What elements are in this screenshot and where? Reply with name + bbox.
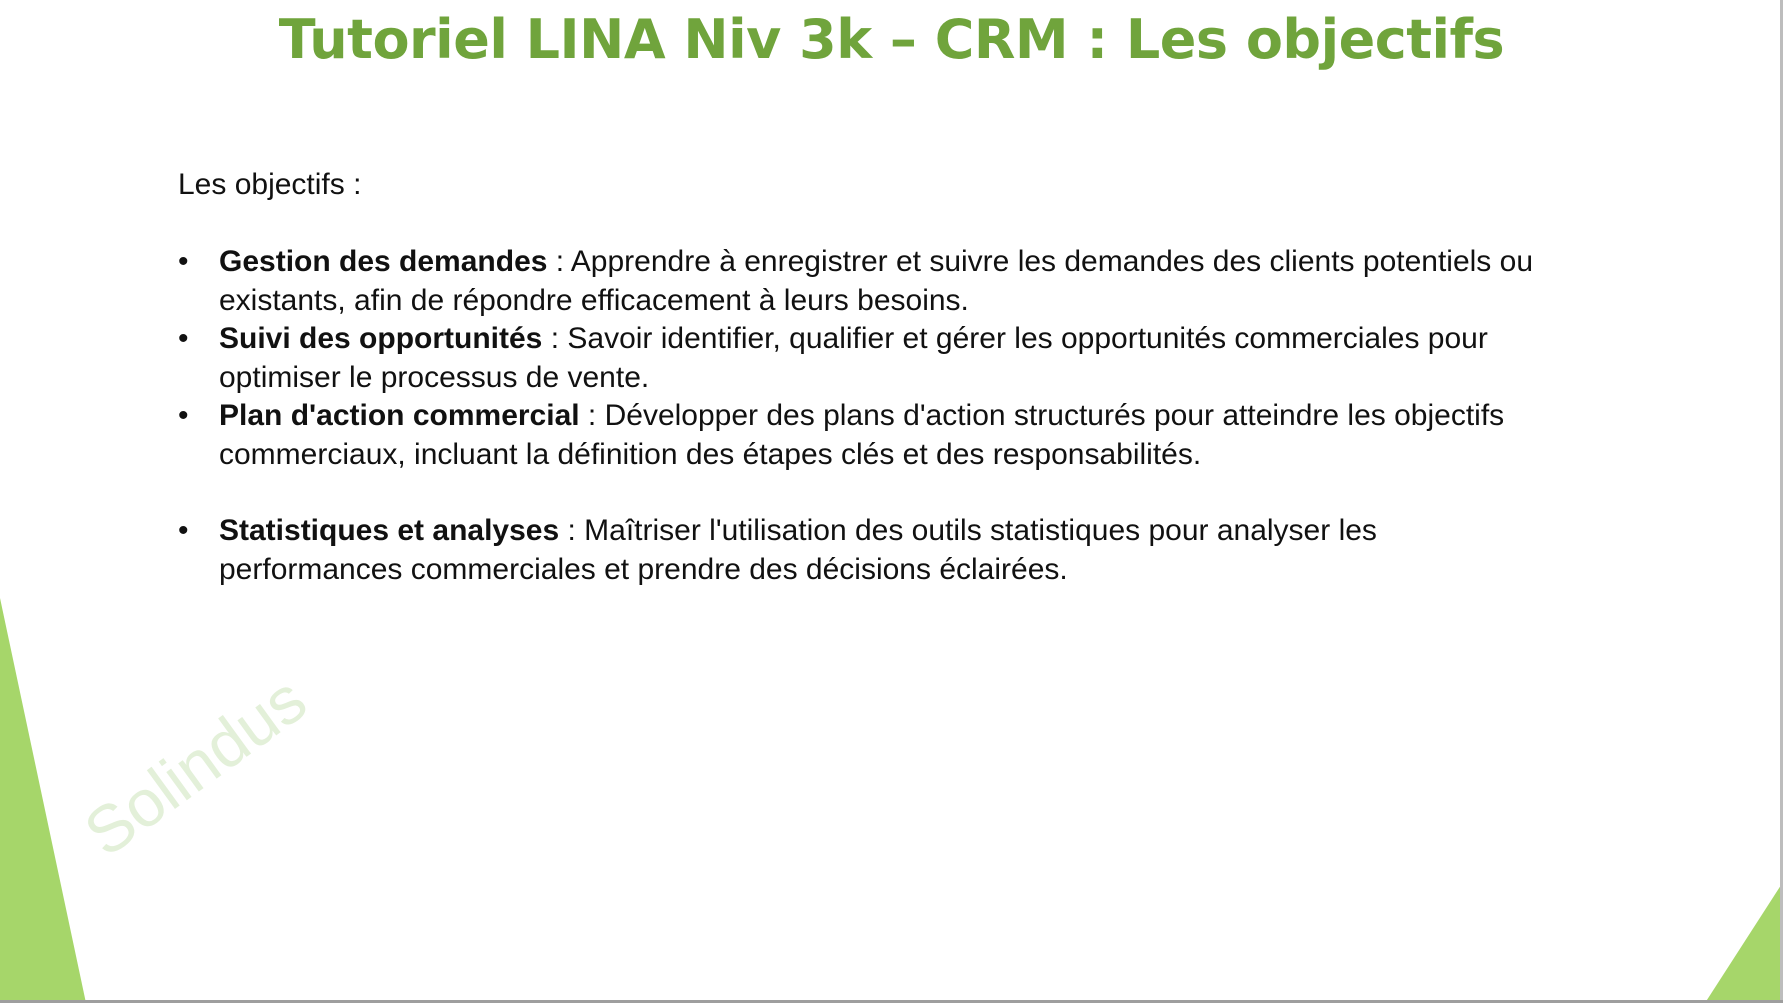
objective-text: Développer des plans d'action structurés pour atteindre les objectifs commerciaux, incluant la définition des étapes clés et des responsabilités. — [219, 399, 1505, 471]
objective-text: Apprendre à enregistrer et suivre les demandes des clients potentiels ou existants, afin de répondre efficacement à leurs besoins. — [219, 245, 1534, 317]
bullet-marker: • — [178, 514, 189, 547]
objective-statistiques-et-analyses — [178, 512, 1538, 589]
objective-separator: : — [542, 322, 568, 355]
objective-term: Gestion des demandes — [219, 245, 548, 278]
bullet-marker: • — [178, 399, 189, 432]
objective-plan-action-commercial — [178, 397, 1538, 474]
objective-term: Suivi des opportunités — [219, 322, 543, 355]
objective-separator: : — [559, 514, 585, 547]
objective-text: Savoir identifier, qualifier et gérer les opportunités commerciales pour optimiser le processus de vente. — [219, 322, 1488, 394]
objective-term: Statistiques et analyses — [219, 514, 560, 547]
slide-title: Tutoriel LINA Niv 3k – CRM : Les objectifs — [278, 8, 1505, 71]
bullet-marker: • — [178, 322, 189, 355]
objective-suivi-des-opportunites — [178, 320, 1538, 397]
objective-separator: : — [547, 245, 571, 278]
intro-heading: Les objectifs : — [178, 168, 362, 201]
bullet-marker: • — [178, 245, 189, 278]
watermark: Solindus — [70, 661, 320, 871]
objective-separator: : — [579, 399, 605, 432]
objectives-list — [178, 243, 1538, 589]
objective-gestion-des-demandes — [178, 243, 1538, 320]
objective-term: Plan d'action commercial — [219, 399, 580, 432]
right-green-triangle-decoration — [1703, 0, 1783, 1003]
objective-text: Maîtriser l'utilisation des outils statistiques pour analyser les performances commerciales et prendre des décisions éclairées. — [219, 514, 1377, 586]
